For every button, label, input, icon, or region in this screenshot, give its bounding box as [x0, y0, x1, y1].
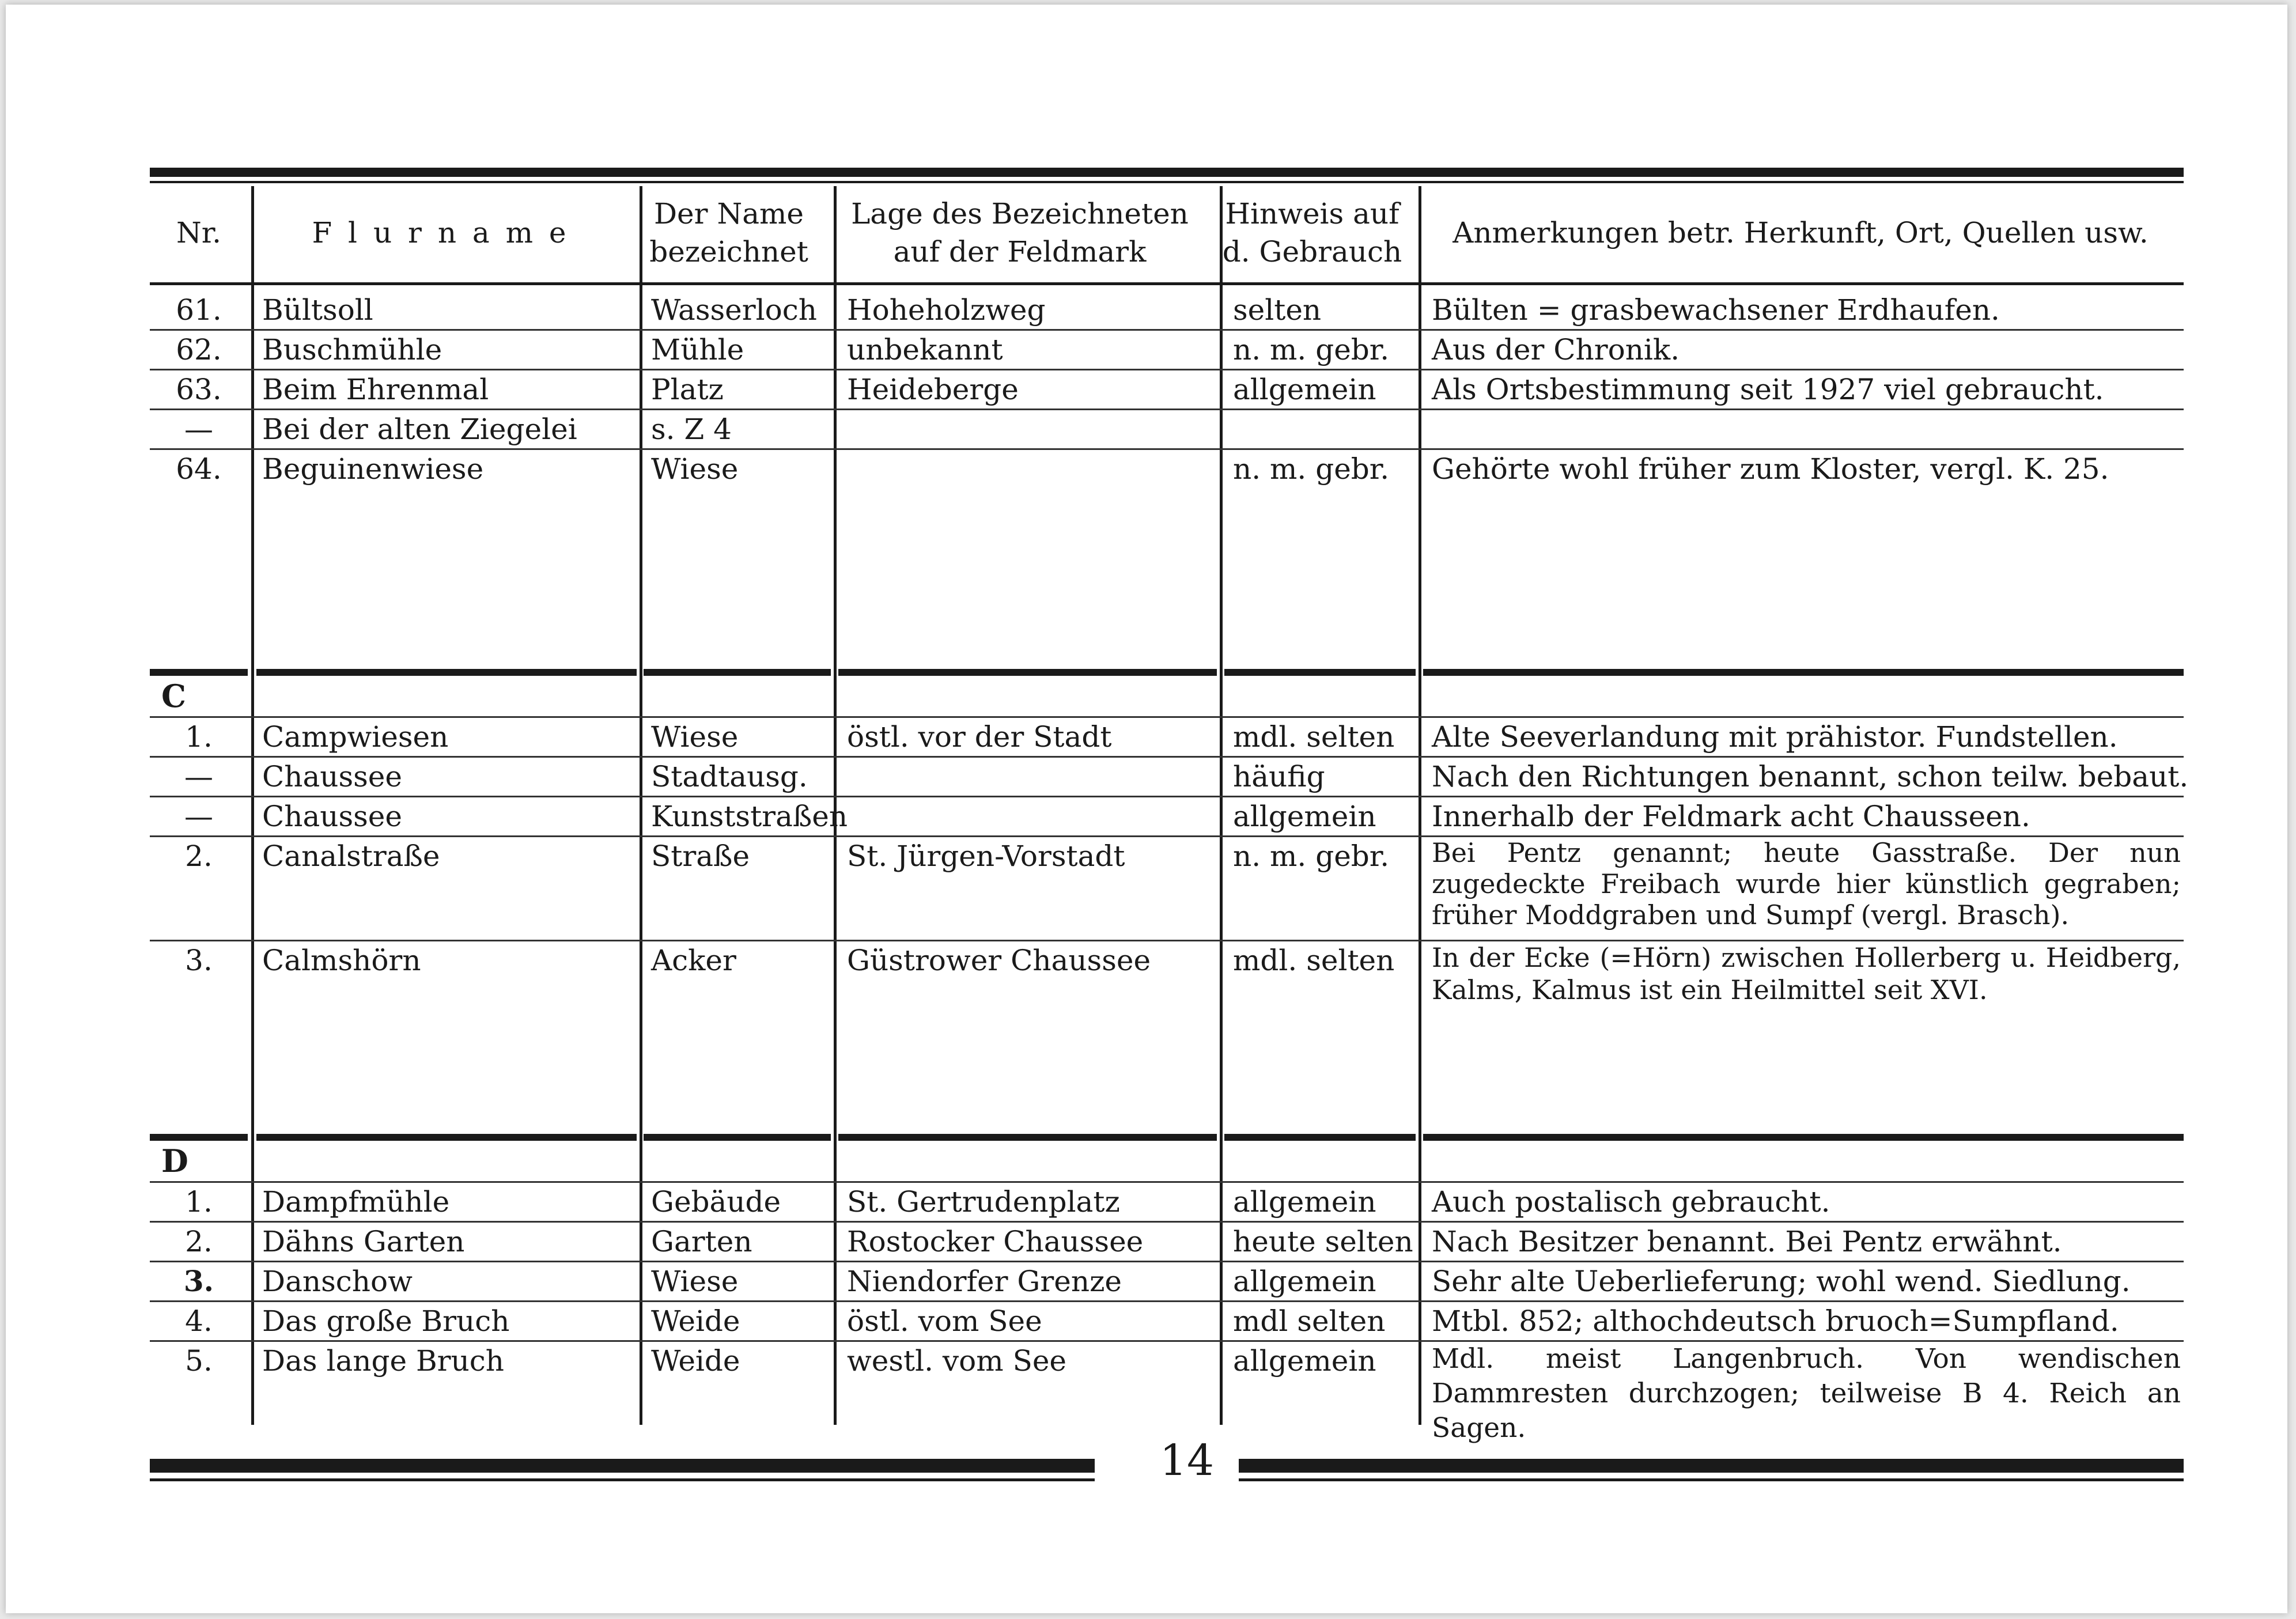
cell-nr: 2. [185, 839, 213, 873]
cell-bezeichnet: s. Z 4 [651, 413, 732, 446]
header-bezeichnet: Der Name bezeichnet [649, 197, 808, 268]
cell-anmerkung: Bülten = grasbewachsener Erdhaufen. [1432, 293, 2000, 327]
cell-hinweis: allgemein [1233, 800, 1376, 833]
cell-hinweis: allgemein [1233, 373, 1376, 406]
cell-nr: — [184, 800, 213, 833]
cell-name: Danschow [262, 1265, 413, 1298]
cell-bezeichnet: Gebäude [651, 1185, 781, 1219]
cell-bezeichnet: Acker [651, 944, 736, 977]
cell-anmerkung: In der Ecke (=Hörn) zwischen Hollerberg u. Heidberg, Kalms, Kalmus ist ein Heilmittel seit XVI. [1432, 942, 2181, 1005]
section-divider [150, 669, 2184, 676]
cell-anmerkung: Als Ortsbestimmung seit 1927 viel gebraucht. [1432, 373, 2104, 406]
cell-name: Chaussee [262, 760, 402, 793]
cell-name: Bei der alten Ziegelei [262, 413, 577, 446]
cell-name: Bültsoll [262, 293, 373, 327]
table-row [150, 1342, 2184, 1444]
table-row [150, 331, 2184, 370]
cell-nr: 1. [185, 1185, 213, 1219]
cell-bezeichnet: Garten [651, 1225, 752, 1258]
cell-hinweis: heute selten [1233, 1225, 1413, 1258]
cell-anmerkung: Aus der Chronik. [1432, 333, 1680, 366]
cell-name: Beguinenwiese [262, 452, 484, 486]
section-letter-row [150, 1141, 2184, 1183]
cell-hinweis: häufig [1233, 760, 1325, 793]
cell-nr: — [184, 413, 213, 446]
cell-name: Campwiesen [262, 720, 449, 754]
header-hinweis: Hinweis auf d. Gebrauch [1222, 197, 1402, 268]
cell-bezeichnet: Wiese [651, 720, 739, 754]
table-row [150, 1302, 2184, 1342]
table-row [150, 941, 2184, 1134]
cell-anmerkung: Mdl. meist Langenbruch. Von wendischen Dammresten durchzogen; teilweise B 4. Reich an Sagen. [1432, 1343, 2181, 1444]
cell-lage: St. Jürgen-Vorstadt [847, 839, 1125, 873]
cell-lage: Heideberge [847, 373, 1019, 406]
table-row [150, 410, 2184, 450]
page-footer [150, 1436, 2184, 1485]
cell-nr: 64. [176, 452, 222, 486]
cell-anmerkung: Sehr alte Ueberlieferung; wohl wend. Siedlung. [1432, 1265, 2131, 1298]
cell-hinweis: allgemein [1233, 1185, 1376, 1219]
table-row [150, 1183, 2184, 1223]
cell-lage: Niendorfer Grenze [847, 1265, 1122, 1298]
cell-hinweis: selten [1233, 293, 1322, 327]
section-letter-row [150, 676, 2184, 718]
cell-lage: Hoheholzweg [847, 293, 1046, 327]
table-row [150, 837, 2184, 941]
cell-bezeichnet: Kunststraßen [651, 800, 848, 833]
cell-nr: 61. [176, 293, 222, 327]
cell-hinweis: mdl selten [1233, 1304, 1386, 1338]
cell-nr: — [184, 760, 213, 793]
cell-bezeichnet: Platz [651, 373, 724, 406]
top-rule [150, 168, 2184, 177]
cell-bezeichnet: Wasserloch [651, 293, 817, 327]
cell-name: Buschmühle [262, 333, 442, 366]
cell-hinweis: mdl. selten [1233, 944, 1395, 977]
section-letter: C [161, 678, 186, 714]
cell-bezeichnet: Wiese [651, 1265, 739, 1298]
cell-bezeichnet: Weide [651, 1304, 740, 1338]
cell-anmerkung: Auch postalisch gebraucht. [1432, 1185, 1830, 1219]
cell-lage: Rostocker Chaussee [847, 1225, 1144, 1258]
cell-bezeichnet: Straße [651, 839, 750, 873]
footer-rule-right-thin [1239, 1478, 2184, 1481]
flurnamen-table [150, 168, 2189, 1444]
table-row [150, 1262, 2184, 1302]
footer-rule-left [150, 1459, 1095, 1473]
cell-nr: 62. [176, 333, 222, 366]
table-header [150, 183, 2184, 285]
document-page [6, 5, 2287, 1613]
cell-name: Canalstraße [262, 839, 440, 873]
table-row [150, 758, 2189, 797]
cell-lage: St. Gertrudenplatz [847, 1185, 1120, 1219]
section-c [150, 669, 2189, 1134]
cell-anmerkung: Alte Seeverlandung mit prähistor. Fundstellen. [1432, 720, 2118, 754]
table-row [150, 291, 2184, 331]
table-row [150, 718, 2184, 758]
cell-lage: westl. vom See [847, 1344, 1067, 1378]
cell-anmerkung: Mtbl. 852; althochdeutsch bruoch=Sumpfland. [1432, 1304, 2119, 1338]
cell-nr: 4. [185, 1304, 213, 1338]
cell-name: Calmshörn [262, 944, 421, 977]
cell-anmerkung: Nach den Richtungen benannt, schon teilw. bebaut. [1432, 760, 2189, 793]
table-row [150, 1223, 2184, 1262]
cell-name: Das große Bruch [262, 1304, 510, 1338]
cell-name: Beim Ehrenmal [262, 373, 489, 406]
header-lage: Lage des Bezeichneten auf der Feldmark [851, 197, 1189, 268]
table-row [150, 797, 2184, 837]
cell-nr: 3. [185, 944, 213, 977]
cell-anmerkung: Nach Besitzer benannt. Bei Pentz erwähnt. [1432, 1225, 2062, 1258]
cell-hinweis: n. m. gebr. [1233, 333, 1390, 366]
cell-hinweis: n. m. gebr. [1233, 452, 1390, 486]
cell-lage: Güstrower Chaussee [847, 944, 1151, 977]
header-nr: Nr. [176, 216, 222, 249]
table-row [150, 450, 2184, 669]
header-anmerkungen: Anmerkungen betr. Herkunft, Ort, Quellen usw. [1453, 216, 2149, 249]
cell-anmerkung: Gehörte wohl früher zum Kloster, vergl. K. 25. [1432, 452, 2109, 486]
cell-name: Chaussee [262, 800, 402, 833]
footer-rule-left-thin [150, 1478, 1095, 1481]
table-row [150, 370, 2184, 410]
cell-bezeichnet: Wiese [651, 452, 739, 486]
cell-nr: 5. [185, 1344, 213, 1378]
cell-anmerkung: Innerhalb der Feldmark acht Chausseen. [1432, 800, 2030, 833]
cell-hinweis: allgemein [1233, 1344, 1376, 1378]
cell-name: Das lange Bruch [262, 1344, 504, 1378]
section-b [150, 291, 2184, 669]
cell-anmerkung: Bei Pentz genannt; heute Gasstraße. Der nun zugedeckte Freibach wurde hier künstlich gegraben; früher Moddgraben und Sumpf (vergl. Brasch). [1432, 837, 2181, 930]
cell-hinweis: n. m. gebr. [1233, 839, 1390, 873]
section-letter: D [161, 1143, 188, 1179]
cell-lage: östl. vor der Stadt [847, 720, 1112, 754]
cell-nr: 2. [185, 1225, 213, 1258]
header-flurname: F l u r n a m e [312, 216, 570, 249]
page-number: 14 [1159, 1436, 1215, 1485]
cell-hinweis: allgemein [1233, 1265, 1376, 1298]
cell-nr: 3. [183, 1264, 214, 1298]
section-d [150, 1134, 2184, 1444]
cell-bezeichnet: Stadtausg. [651, 760, 808, 793]
cell-name: Dampfmühle [262, 1185, 450, 1219]
cell-nr: 63. [176, 373, 222, 406]
footer-rule-right [1239, 1459, 2184, 1473]
cell-hinweis: mdl. selten [1233, 720, 1395, 754]
section-divider [150, 1134, 2184, 1141]
cell-bezeichnet: Mühle [651, 333, 744, 366]
cell-nr: 1. [185, 720, 213, 754]
cell-lage: östl. vom See [847, 1304, 1042, 1338]
cell-name: Dähns Garten [262, 1225, 465, 1258]
cell-lage: unbekannt [847, 333, 1003, 366]
cell-bezeichnet: Weide [651, 1344, 740, 1378]
